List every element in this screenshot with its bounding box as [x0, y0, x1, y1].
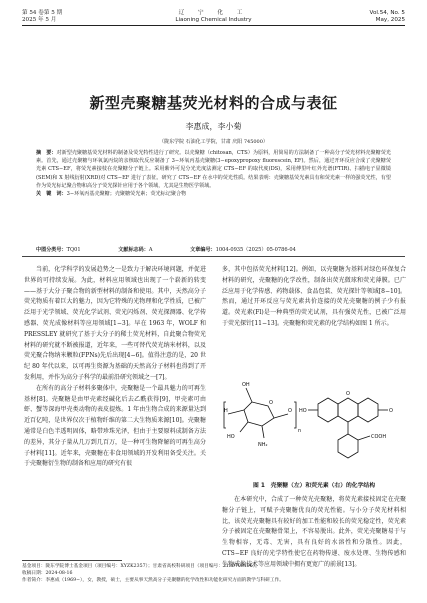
footnote-received: 收稿日期：2024-08-16: [22, 571, 73, 576]
body-right-column: [222, 265, 406, 330]
paper-authors: 李惠成，李小菊: [185, 122, 242, 131]
chitosan-n-label: n: [298, 428, 302, 434]
body-left-column: [24, 265, 206, 470]
paper-title: 新型壳聚糖基荧光材料的合成与表征: [89, 94, 338, 112]
figure-caption: 图 1 壳聚糖（左）和荧光素（右）的化学结构: [253, 483, 375, 489]
body-paragraph: 多，其中包括荧光材料[12]。例如，以壳聚糖为基料对绿色环保复合材料的研究，壳聚糖的化学改性，制备出荧光微球和荧光薄膜。已广泛应用于化学传感、药物载体、食品包装、荧光探针等领域[8−10]。然而，通过开环反应与荧光素共价连接的荧光壳聚糖的例子少有报道。荧光素(Fl)是一种典型的荧光试剂，具有强荧光性，已被广泛用于荧光探针[11−13]。壳聚糖和荧光素的化学结构如图 1 所示。: [222, 266, 406, 327]
date-cn: 2025 年 5 月: [22, 17, 57, 23]
body-right-column-lower: [222, 495, 406, 571]
chitosan-oh-label: OH: [242, 382, 250, 388]
keywords-text: 3−环氧丙基壳聚糖；壳聚糖荧光素；荧光标记聚合物: [66, 191, 187, 198]
abstract-block: [36, 149, 391, 198]
chitosan-h-label: H: [224, 408, 228, 414]
keywords-label: 关 键 词：: [36, 191, 67, 198]
keywords: [36, 190, 391, 198]
journal-name-en: Liaoning Chemical Industry: [175, 17, 252, 23]
classification-row: [36, 246, 391, 253]
body-paragraph: 在所有的高分子材料多聚体中，壳聚糖是一个最具魅力的可再生基材[8]。壳聚糖是由甲壳素经碱化后去乙酰获得[9]，甲壳素可由虾、蟹等深海甲壳类动物的表皮提炼。1 年由生物合成的来源量达到近百亿吨，是世界仅次于植物纤维的第二大生物质来源[10]。壳聚糖通常是白色半透明固体，略带珍珠光泽，但由于主要原料成制备方法的差异，其分子量从几万到几百万，是一种可生物降解的可再生高分子材料[11]。近年来，壳聚糖在非食用领域的开发利用备受关注。关于壳聚糖衍生物的制备和应用的研究有很: [24, 384, 206, 468]
body-paragraph: 在本研究中，合成了一种荧光壳聚糖，将荧光素接枝固定在壳聚糖分子链上，可赋予壳聚糖优良的荧光性能。与小分子荧光材料相比，该荧光壳聚糖具有较好的加工性能和较长的荧光稳定性，荧光素分子被固定在壳聚糖骨架上，不容易脱出。此外，荧光壳聚糖易于与生物相容，无毒、无害，具有良好的水溶性和分散性。因此，CTS−EF 良好的光学特性使它在药物传递、废水处理、生物传感和生物成像技术等应用领域中拥有更宽广的前景[13]。: [222, 496, 406, 568]
header-right: [370, 10, 405, 24]
chitosan-nh2-label: NH₂: [258, 442, 268, 448]
body-paragraph: 当前，化学科学的发展趋势之一是致力于解决环境问题，并促进世界的可持续发展。为此，材料应用领域也出现了一个崭新的转变——基于大分子聚合物的新型材料的制备和使用。其中，天然高分子荧光物质有着巨大的魅力，因为它特殊的光物理和化学性质，已被广泛用于光学领域、荧光化学试剂、荧光闪烁剂、荧光探测器、化学传感器、荧光成像材料等应用领域[1−3]。早在 1963 年，WOLF 和 PRESSLEY 就研究了基于大分子的稀土荧光材料，自此聚合物荧光材料的研究就不断被报道，近年来，一些可替代荧光纳米材料，以及荧光聚合物纳米颗粒(FPNs)先后出现[4−6]。值得注意的是，20 世纪 80 年代以来，以可再生资源为基础的天然高分子材料也得到了开发利用，并作为高分子科学的最前沿研究领域之一[7]。: [24, 266, 206, 381]
footnote-author: 作者简介：李惠成（1969−），女，教授，硕士，主要从事天然高分子壳聚糖的化学改性和功能化研究方面的教学与科研工作。: [22, 578, 284, 583]
abstract-rule: [22, 256, 405, 257]
chitosan-ho-label: HO: [227, 434, 235, 440]
fluorescein-ring-o: O: [346, 391, 350, 397]
date-en: May, 2025: [375, 17, 405, 23]
footnote-rule: [22, 560, 122, 561]
fluorescein-keto-o: O: [389, 408, 393, 414]
chitosan-structure: [224, 382, 301, 448]
abstract: [36, 149, 391, 190]
figure-chemical-structures: [222, 374, 406, 486]
chitosan-ring-o: O: [288, 408, 292, 414]
abstract-label: 摘 要：: [36, 150, 57, 156]
chitosan-o-label: O: [269, 400, 273, 406]
running-header: [22, 10, 405, 32]
header-center: [22, 10, 405, 24]
header-rule: [22, 25, 405, 26]
footnote-fund: 基金项目：陇东学院博士基金项目（项目编号：XYZK2357）；甘肃省高校科研项目（项目编号：2130709196）。: [22, 564, 260, 569]
volume-cn: 第 54 卷第 5 期: [22, 10, 63, 16]
fluorescein-cooh-label: COOH: [371, 434, 387, 440]
journal-name-cn: 辽 宁 化 工: [178, 10, 249, 16]
paper-affiliation: （陇东学院 石油化工学院，甘肃 庆阳 745000）: [159, 139, 268, 145]
doc-code: 文献标志码：A: [118, 247, 153, 253]
volume-en: Vol.54, No. 5: [369, 10, 405, 16]
fluorescein-structure: [299, 391, 393, 458]
footnotes: [22, 563, 405, 584]
clc-code: 中图分类号：TQ01: [36, 247, 81, 253]
fluorescein-ho-label: HO: [299, 408, 307, 414]
article-code: 文章编号：1004-0935（2025）05-0786-04: [190, 247, 296, 253]
abstract-text: 对新型壳聚糖基荧光材料的制备及荧光特性进行了研究。以壳聚糖（chitosan，CTS）为原料，用简易的方法制备了一种高分子荧光材料壳聚糖荧光素。首先，通过壳聚糖与环氧氯丙烷的亲核取代反应制备了 3−环氧丙基壳聚糖(3−epoxypropoxy fluorescein, EF)。然后，通过开环反应合成了壳聚糖荧光素 CTS−EF，将荧光素接枝在壳聚糖分子链上。采用紫外可见分光光度法测定 CTS−EF 的取代度(DS)，采用傅里叶红外光谱(FTIR)、扫描电子显微镜(SEM)和 X 射线衍射(XRD)对 CTS−EF 进行了表征。研究了 CTS−EF 在水中的荧光性质。结果表明：壳聚糖基荧光素具有和荧光素一样的强荧光性，有望作为荧光标记聚合物和高分子荧光探针应用于各个领域，尤其是生物医学领域。: [36, 150, 391, 189]
